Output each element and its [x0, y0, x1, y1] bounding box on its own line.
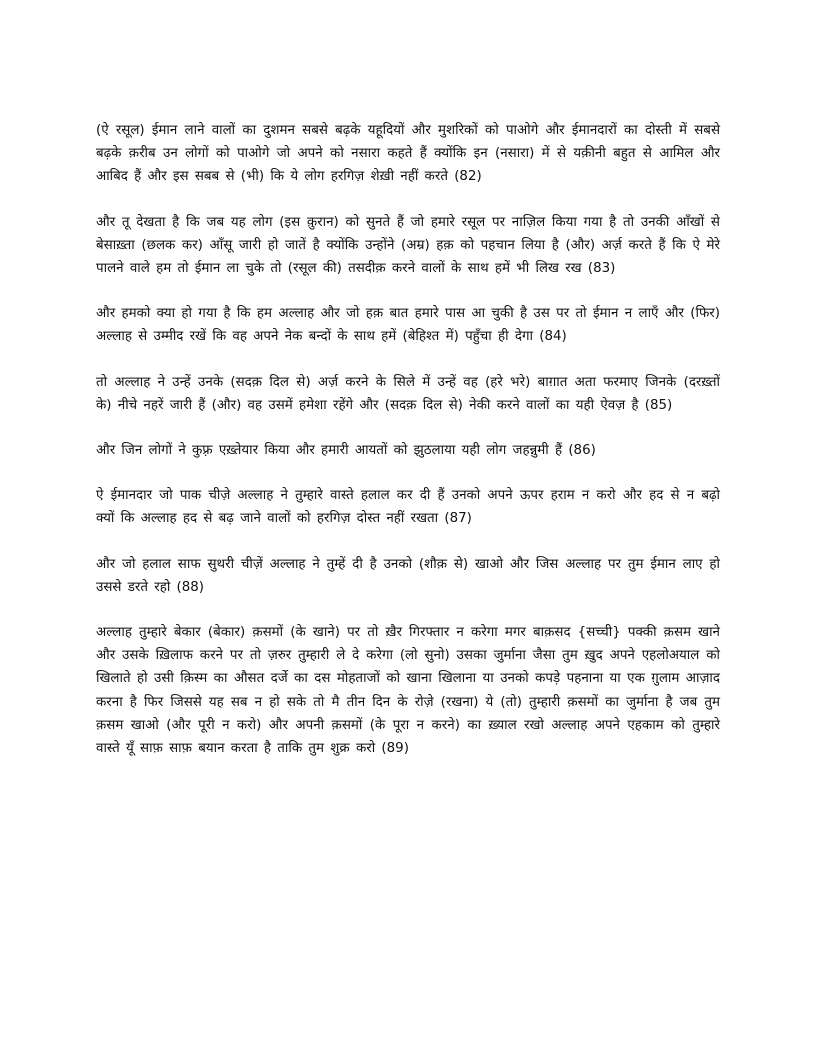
paragraph-verse-87: ऐ ईमानदार जो पाक चीज़े अल्लाह ने तुम्हारे वास्ते हलाल कर दी हैं उनको अपने ऊपर हराम न करो और हद से न बढ़ो क्यों कि अल्लाह हद से बढ़ जाने वालों को हरगिज़ दोस्त नहीं रखता (87) [96, 488, 720, 527]
paragraph-verse-89: अल्लाह तुम्हारे बेकार (बेकार) क़समों (के खाने) पर तो ख़ैर गिरफ्तार न करेगा मगर बाक़सद {सच्ची} पक्की क़सम खाने और उसके ख़िलाफ करने पर तो ज़रुर तुम्हारी ले दे करेगा (लो सुनो) उसका जुर्माना जैसा तुम ख़ुद अपने एहलोअयाल को खिलाते हो उसी क़िस्म का औसत दर्जे का दस मोहताजों को खाना खिलाना या उनको कपड़े पहनाना या एक ग़ुलाम आज़ाद करना है फिर जिससे यह सब न हो सके तो मै तीन दिन के रोज़े (रखना) ये (तो) तुम्हारी क़समों का जुर्माना है जब तुम क़सम खाओ (और पूरी न करो) और अपनी क़समों (के पूरा न करने) का ख़्याल रखो अल्लाह अपने एहकाम को तुम्हारे वास्ते यूँ साफ़ साफ़ बयान करता है ताकि तुम शुक्र करो (89) [96, 625, 720, 757]
paragraph-verse-84: और हमको क्या हो गया है कि हम अल्लाह और जो हक़ बात हमारे पास आ चुकी है उस पर तो ईमान न लाएँ और (फिर) अल्लाह से उम्मीद रखें कि वह अपने नेक बन्दों के साथ हमें (बेहिश्त में) पहुँचा ही देगा (84) [96, 306, 720, 345]
paragraph-verse-82: (ऐ रसूल) ईमान लाने वालों का दुशमन सबसे बढ़के यहूदियों और मुशरिकों को पाओगे और ईमानदारों का दोस्ती में सबसे बढ़के क़रीब उन लोगों को पाओगे जो अपने को नसारा कहते हैं क्योंकि इन (नसारा) में से यक़ीनी बहुत से आमिल और आबिद हैं और इस सबब से (भी) कि ये लोग हरगिज़ शेख़ी नहीं करते (82) [96, 123, 720, 185]
paragraph-verse-85: तो अल्लाह ने उन्हें उनके (सदक़ दिल से) अर्ज़ करने के सिले में उन्हें वह (हरे भरे) बाग़ात अता फरमाए जिनके (दरख़्तों के) नीचे नहरें जारी हैं (और) वह उसमें हमेशा रहेंगे और (सदक़ दिल से) नेकी करने वालों का यही ऐवज़ है (85) [96, 374, 720, 413]
paragraph-verse-83: और तू देखता है कि जब यह लोग (इस क़ुरान) को सुनते हैं जो हमारे रसूल पर नाज़िल किया गया है तो उनकी आँखों से बेसाख़्ता (छलक कर) आँसू जारी हो जातें है क्योंकि उन्होंने (अम्र) हक़ को पहचान लिया है (और) अर्ज़ करते हैं कि ऐ मेरे पालने वाले हम तो ईमान ला चुके तो (रसूल की) तसदीक़ करने वालों के साथ हमें भी लिख रख (83) [96, 214, 720, 277]
document-page [96, 119, 720, 760]
paragraph-verse-86: और जिन लोगों ने कुफ़्र एख़्तेयार किया और हमारी आयतों को झुठलाया यही लोग जहन्नुमी हैं (86) [96, 443, 596, 459]
paragraph-verse-88: और जो हलाल साफ सुथरी चीज़ें अल्लाह ने तुम्हें दी है उनको (शौक़ से) खाओ और जिस अल्लाह पर तुम ईमान लाए हो उससे डरते रहो (88) [96, 556, 720, 595]
